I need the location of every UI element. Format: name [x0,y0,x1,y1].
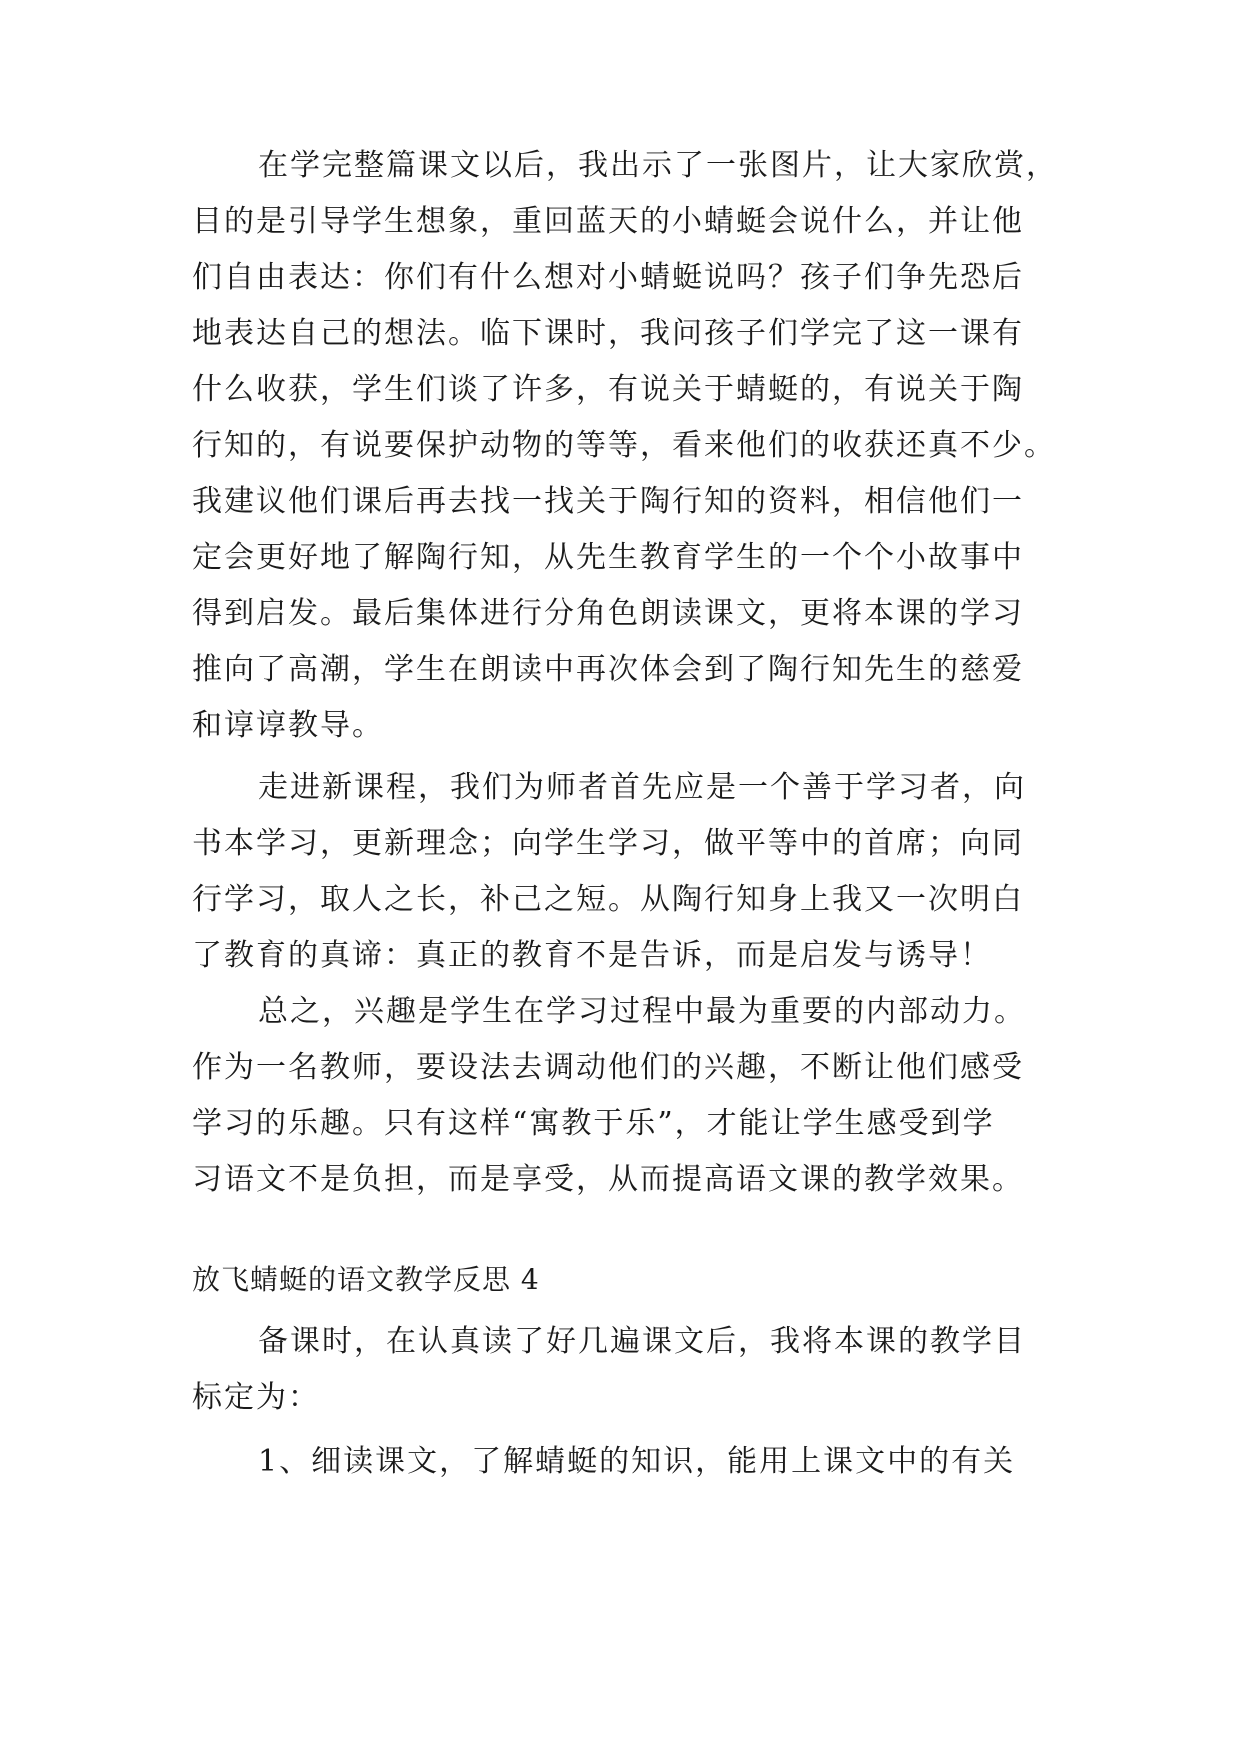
section-heading: 放飞蜻蜓的语文教学反思 4 [192,1263,540,1296]
paragraph-line: 行知的，有说要保护动物的等等，看来他们的收获还真不少。 [192,428,1056,463]
paragraph-line: 总之，兴趣是学生在学习过程中最为重要的内部动力。 [258,994,1026,1029]
paragraph-line: 什么收获，学生们谈了许多，有说关于蜻蜓的，有说关于陶 [192,372,1024,407]
paragraph-line: 了教育的真谛：真正的教育不是告诉，而是启发与诱导！ [192,938,992,973]
paragraph-line: 目的是引导学生想象，重回蓝天的小蜻蜓会说什么，并让他 [192,204,1024,239]
paragraph-line: 书本学习，更新理念；向学生学习，做平等中的首席；向同 [192,826,1024,861]
paragraph-line: 行学习，取人之长，补己之短。从陶行知身上我又一次明白 [192,882,1024,917]
paragraph-line: 定会更好地了解陶行知，从先生教育学生的一个个小故事中 [192,540,1024,575]
paragraph-line: 习语文不是负担，而是享受，从而提高语文课的教学效果。 [192,1162,1024,1197]
paragraph-line: 我建议他们课后再去找一找关于陶行知的资料，相信他们一 [192,484,1024,519]
paragraph-line: 得到启发。最后集体进行分角色朗读课文，更将本课的学习 [192,596,1024,631]
paragraph-line: 们自由表达：你们有什么想对小蜻蜓说吗？孩子们争先恐后 [192,260,1024,295]
paragraph-line: 和谆谆教导。 [192,708,384,743]
paragraph-line: 在学完整篇课文以后，我出示了一张图片，让大家欣赏， [258,148,1058,183]
paragraph-line: 地表达自己的想法。临下课时，我问孩子们学完了这一课有 [192,316,1024,351]
paragraph-line: 学习的乐趣。只有这样“寓教于乐”，才能让学生感受到学 [192,1106,995,1141]
paragraph-line: 1、细读课文，了解蜻蜓的知识，能用上课文中的有关 [258,1444,1016,1479]
paragraph-line: 标定为： [192,1380,320,1415]
paragraph-line: 作为一名教师，要设法去调动他们的兴趣，不断让他们感受 [192,1050,1024,1085]
paragraph-line: 推向了高潮，学生在朗读中再次体会到了陶行知先生的慈爱 [192,652,1024,687]
paragraph-line: 走进新课程，我们为师者首先应是一个善于学习者，向 [258,770,1026,805]
paragraph-line: 备课时，在认真读了好几遍课文后，我将本课的教学目 [258,1324,1026,1359]
